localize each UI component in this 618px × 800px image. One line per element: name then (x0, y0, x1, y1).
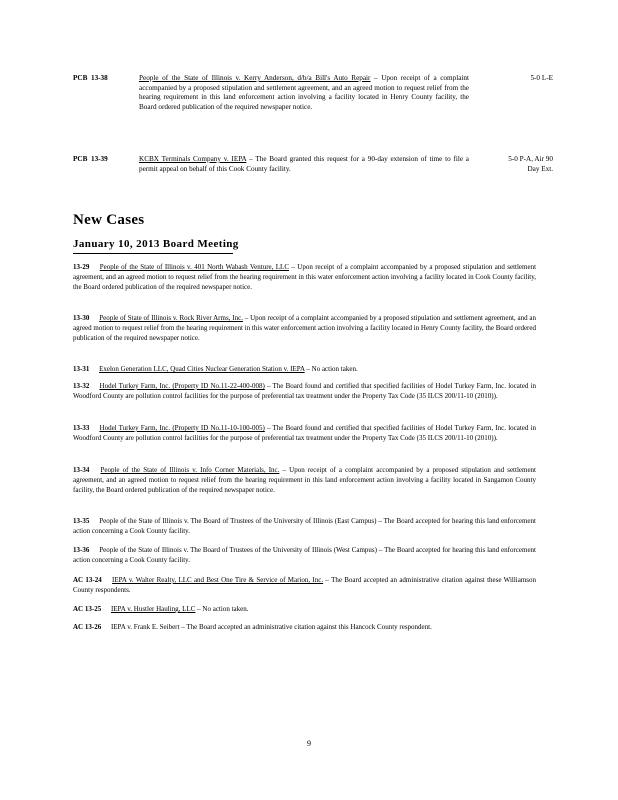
case-text: No action taken. (311, 365, 358, 373)
case-entry: AC 13-26 IEPA v. Frank E. Seibert – The Board accepted an administrative citation against this Hancock County respondent. (73, 623, 432, 631)
case-caption: People of the State of Illinois v. The Board of Trustees of the University of Illinois (East Campus) (99, 517, 377, 525)
case-entry: 13-30 People of State of Illinois v. Rock River Arms, Inc. – Upon receipt of a complaint accompanied by a proposed stipulation and settlement agreement, and an agreed motion to request relief from the hearing requirement in this water enforcement action involving a facility located in Henry County facility, the Board ordered publication of the required newspaper notice. (73, 314, 537, 342)
case-number: AC 13-25 (73, 605, 102, 613)
case-entry: 13-32 Hodel Turkey Farm, Inc. (Property ID No.11-22-400-008) – The Board found and certified that specified facilities of Hodel Turkey Farm, Inc. located in Woodford County are pollution control facilities for the purpose of preferential tax treatment under the Property Tax Code (35 ILCS 200/11-10 (2010)). (73, 382, 537, 400)
case-number: 13-30 (73, 314, 90, 322)
case-caption: People of the State of Illinois v. The Board of Trustees of the University of Illinois (West Campus) (99, 546, 377, 554)
case-entry: AC 13-25 IEPA v. Hustler Hauling, LLC – No action taken. (73, 605, 249, 613)
case-number: AC 13-24 (73, 576, 102, 584)
case-text: Upon receipt of a complaint accompanied by a proposed stipulation and settlement agreement, and an agreed motion to request relief from the hearing requirement in this land enforcement action involving a facility located in Sangamon County facility, the Board ordered publication of the required newspaper notice. (73, 466, 536, 494)
case-description: People of the State of Illinois v. Kerry Anderson, d/b/a Bill's Auto Repair – Upon receipt of a complaint accompanied by a proposed stipulation and settlement agreement, and an agreed motion to request relief from the hearing requirement in this land enforcement action involving a facility located in Henry County facility, the Board ordered publication of the required newspaper notice. (139, 74, 469, 111)
case-caption: KCBX Terminals Company v. IEPA (139, 155, 247, 163)
page-number: 9 (307, 739, 311, 748)
case-text: The Board accepted an administrative citation against this Hancock County respondent. (186, 623, 432, 631)
section-title: New Cases (73, 212, 145, 228)
case-caption: People of State of Illinois v. Rock River Arms, Inc. (99, 314, 243, 322)
case-entry: 13-31 Exelon Generation LLC, Quad Cities Nuclear Generation Station v. IEPA – No action taken. (73, 365, 358, 373)
case-description: KCBX Terminals Company v. IEPA – The Board granted this request for a 90-day extension of time to file a permit appeal on behalf of this Cook County facility. (139, 155, 469, 173)
case-entry: AC 13-24 IEPA v. Walter Realty, LLC and Best One Tire & Service of Marion, Inc. – The Board accepted an administrative citation against these Williamson County respondents. (73, 576, 536, 594)
meeting-header-underline (73, 253, 233, 254)
case-number: 13-34 (73, 466, 90, 474)
case-caption: People of the State of Illinois v. Kerry Anderson, d/b/a Bill's Auto Repair (139, 74, 371, 82)
case-caption: Hodel Turkey Farm, Inc. (Property ID No.11-10-100-005) (99, 424, 265, 432)
case-caption: IEPA v. Frank E. Seibert (110, 623, 180, 631)
case-text: The Board accepted for hearing this land enforcement action concerning a Cook County facility. (73, 517, 536, 535)
case-entry: 13-29 People of the State of Illinois v. 401 North Wabash Venture, LLC – Upon receipt of a complaint accompanied by a proposed stipulation and settlement agreement, and an agreed motion to request relief from the hearing requirement in this water enforcement action involving a facility located in Cook County facility, the Board ordered publication of the required newspaper notice. (73, 263, 537, 291)
case-caption: Hodel Turkey Farm, Inc. (Property ID No.11-22-400-008) (99, 382, 265, 390)
case-number: 13-29 (73, 263, 90, 271)
case-number: PCB 13-38 (73, 74, 108, 82)
case-text: The Board found and certified that specified facilities of Hodel Turkey Farm, Inc. located in Woodford County are pollution control facilities for the purpose of preferential tax treatment under the Property Tax Code (35 ILCS 200/11-10 (2010)). (73, 382, 537, 400)
case-text: No action taken. (202, 605, 249, 613)
case-text: Upon receipt of a complaint accompanied by a proposed stipulation and settlement agreement, and an agreed motion to request relief from the hearing requirement in this land enforcement action involving a facility located in Henry County facility, the Board ordered publication of the required newspaper notice. (139, 74, 469, 111)
case-caption: IEPA v. Walter Realty, LLC and Best One Tire & Service of Marion, Inc. (112, 576, 324, 584)
case-text: The Board found and certified that specified facilities of Hodel Turkey Farm, Inc. located in Woodford County are pollution control facilities for the purpose of preferential tax treatment under the Property Tax Code (35 ILCS 200/11-10 (2010)). (73, 424, 537, 442)
case-entry: 13-35 People of the State of Illinois v. The Board of Trustees of the University of Illinois (East Campus) – The Board accepted for hearing this land enforcement action concerning a Cook County facility. (73, 517, 536, 535)
case-number: 13-36 (73, 546, 90, 554)
case-vote: 5-0 P-A, Air 90 Day Ext. (508, 155, 553, 173)
case-text: The Board accepted an administrative citation against these Williamson County respondents. (73, 576, 536, 594)
case-text: Upon receipt of a complaint accompanied by a proposed stipulation and settlement agreement, and an agreed motion to request relief from the hearing requirement in this water enforcement action involving a facility located in Henry County facility, the Board ordered publication of the required newspaper notice. (73, 314, 537, 342)
case-number: PCB 13-39 (73, 155, 108, 163)
case-number: 13-31 (73, 365, 90, 373)
case-number: 13-33 (73, 424, 90, 432)
case-caption: People of the State of Illinois v. 401 North Wabash Venture, LLC (99, 263, 290, 271)
case-text: The Board granted this request for a 90-day extension of time to file a permit appeal on behalf of this Cook County facility. (139, 155, 469, 173)
case-number: 13-32 (73, 382, 90, 390)
case-number: 13-35 (73, 517, 90, 525)
meeting-header: January 10, 2013 Board Meeting (73, 238, 239, 250)
case-entry: 13-34 People of the State of Illinois v. Info Corner Materials, Inc. – Upon receipt of a complaint accompanied by a proposed stipulation and settlement agreement, and an agreed motion to request relief from the hearing requirement in this land enforcement action involving a facility located in Sangamon County facility, the Board ordered publication of the required newspaper notice. (73, 466, 536, 494)
case-entry: 13-33 Hodel Turkey Farm, Inc. (Property ID No.11-10-100-005) – The Board found and certified that specified facilities of Hodel Turkey Farm, Inc. located in Woodford County are pollution control facilities for the purpose of preferential tax treatment under the Property Tax Code (35 ILCS 200/11-10 (2010)). (73, 424, 537, 442)
case-number: AC 13-26 (73, 623, 102, 631)
case-entry: 13-36 People of the State of Illinois v. The Board of Trustees of the University of Illinois (West Campus) – The Board accepted for hearing this land enforcement action concerning a Cook County facility. (73, 546, 536, 564)
case-text: The Board accepted for hearing this land enforcement action concerning a Cook County facility. (73, 546, 536, 564)
case-caption: People of the State of Illinois v. Info Corner Materials, Inc. (100, 466, 280, 474)
case-caption: Exelon Generation LLC, Quad Cities Nuclear Generation Station v. IEPA (99, 365, 305, 373)
case-text: Upon receipt of a complaint accompanied by a proposed stipulation and settlement agreement, and an agreed motion to request relief from the hearing requirement in this water enforcement action involving a facility located in Cook County facility, the Board ordered publication of the required newspaper notice. (73, 263, 537, 291)
case-caption: IEPA v. Hustler Hauling, LLC (110, 605, 196, 613)
case-vote: 5-0 L-E (530, 74, 553, 82)
